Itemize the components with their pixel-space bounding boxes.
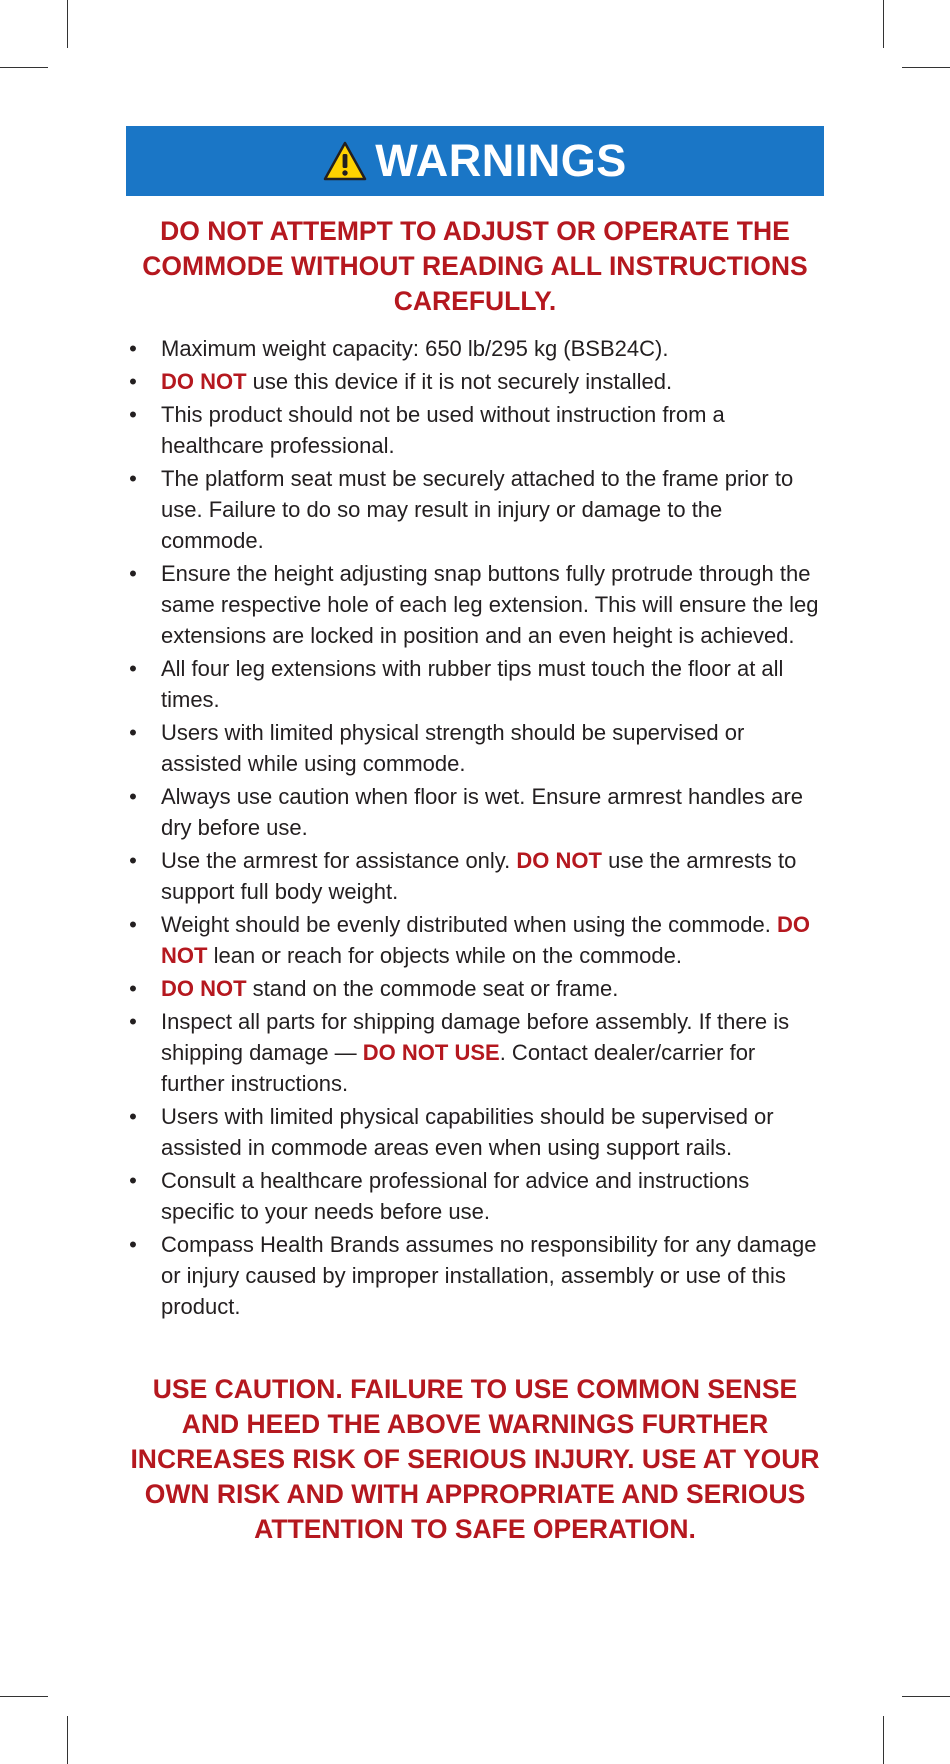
bullet-icon: • (129, 1104, 137, 1129)
warning-item-emphasis: DO NOT USE (362, 1040, 500, 1065)
warning-item-text: This product should not be used without instruction from a healthcare professional. (161, 402, 725, 458)
warning-item (126, 399, 824, 461)
warning-item-emphasis: DO NOT (161, 369, 247, 394)
warning-item-text: . Contact dealer/carrier for further instructions. (161, 1040, 756, 1096)
warning-item-text: Compass Health Brands assumes no responsibility for any damage or injury caused by improper installation, assembly or use of this product. (161, 1232, 817, 1319)
warning-item (126, 366, 824, 397)
warning-item-text: Users with limited physical capabilities should be supervised or assisted in commode areas even when using support rails. (161, 1104, 774, 1160)
warning-item-text: Inspect all parts for shipping damage before assembly. If there is shipping damage — (161, 1009, 790, 1065)
bullet-icon: • (129, 848, 137, 873)
warning-item-text: lean or reach for objects while on the commode. (207, 943, 682, 968)
warning-item-text: Consult a healthcare professional for advice and instructions specific to your needs before use. (161, 1168, 750, 1224)
warning-item (126, 1229, 824, 1322)
warning-item-emphasis: DO NOT (161, 976, 247, 1001)
warning-item (126, 653, 824, 715)
crop-mark (0, 1696, 48, 1697)
warning-item (126, 1165, 824, 1227)
bullet-icon: • (129, 976, 137, 1001)
bullet-icon: • (129, 466, 137, 491)
crop-mark (902, 67, 950, 68)
bullet-icon: • (129, 912, 137, 937)
warning-item-text: All four leg extensions with rubber tips must touch the floor at all times. (161, 656, 784, 712)
warning-item (126, 909, 824, 971)
bullet-icon: • (129, 402, 137, 427)
warning-item (126, 781, 824, 843)
warning-item (126, 333, 824, 364)
warning-triangle-icon (323, 140, 367, 182)
warning-item-text: Ensure the height adjusting snap buttons fully protrude through the same respective hole of each leg extension. This will ensure the leg extensions are locked in position and an even height is achieved. (161, 561, 819, 648)
warning-item-text: The platform seat must be securely attached to the frame prior to use. Failure to do so may result in injury or damage to the commode. (161, 466, 794, 553)
warning-item-emphasis: DO NOT (161, 912, 810, 968)
crop-mark (67, 0, 68, 48)
warning-item-text: use this device if it is not securely installed. (246, 369, 673, 394)
bullet-icon: • (129, 1168, 137, 1193)
bullet-icon: • (129, 369, 137, 394)
bullet-icon: • (129, 561, 137, 586)
crop-mark (0, 67, 48, 68)
warning-item-text: use the armrests to support full body weight. (161, 848, 797, 904)
warning-item-emphasis: DO NOT (516, 848, 602, 873)
warning-item (126, 973, 824, 1004)
crop-mark (883, 1716, 884, 1764)
crop-mark (883, 0, 884, 48)
warning-item-text: Maximum weight capacity: 650 lb/295 kg (BSB24C). (161, 336, 669, 361)
bullet-icon: • (129, 336, 137, 361)
warning-item (126, 845, 824, 907)
warning-headline: DO NOT ATTEMPT TO ADJUST OR OPERATE THE COMMODE WITHOUT READING ALL INSTRUCTIONS CAREFULLY. (142, 216, 808, 316)
warning-item-text: Users with limited physical strength should be supervised or assisted while using commode. (161, 720, 745, 776)
bullet-icon: • (129, 1232, 137, 1257)
bullet-icon: • (129, 656, 137, 681)
warnings-banner (126, 126, 824, 196)
warning-item-text: Always use caution when floor is wet. Ensure armrest handles are dry before use. (161, 784, 803, 840)
warning-item (126, 717, 824, 779)
bullet-icon: • (129, 1009, 137, 1034)
banner-title: WARNINGS (375, 135, 627, 186)
warning-item-text: Weight should be evenly distributed when using the commode. (161, 912, 777, 937)
caution-footer: USE CAUTION. FAILURE TO USE COMMON SENSE AND HEED THE ABOVE WARNINGS FURTHER INCREASES RISK OF SERIOUS INJURY. USE AT YOUR OWN RISK AND WITH APPROPRIATE AND SERIOUS ATTENTION TO SAFE OPERATION. (130, 1374, 820, 1544)
crop-mark (902, 1696, 950, 1697)
warning-item (126, 1101, 824, 1163)
warning-item (126, 1006, 824, 1099)
bullet-icon: • (129, 784, 137, 809)
warning-item (126, 558, 824, 651)
warning-item-text: stand on the commode seat or frame. (246, 976, 619, 1001)
warning-item-text: Use the armrest for assistance only. (161, 848, 517, 873)
warning-list (126, 333, 824, 1324)
warning-item (126, 463, 824, 556)
bullet-icon: • (129, 720, 137, 745)
crop-mark (67, 1716, 68, 1764)
